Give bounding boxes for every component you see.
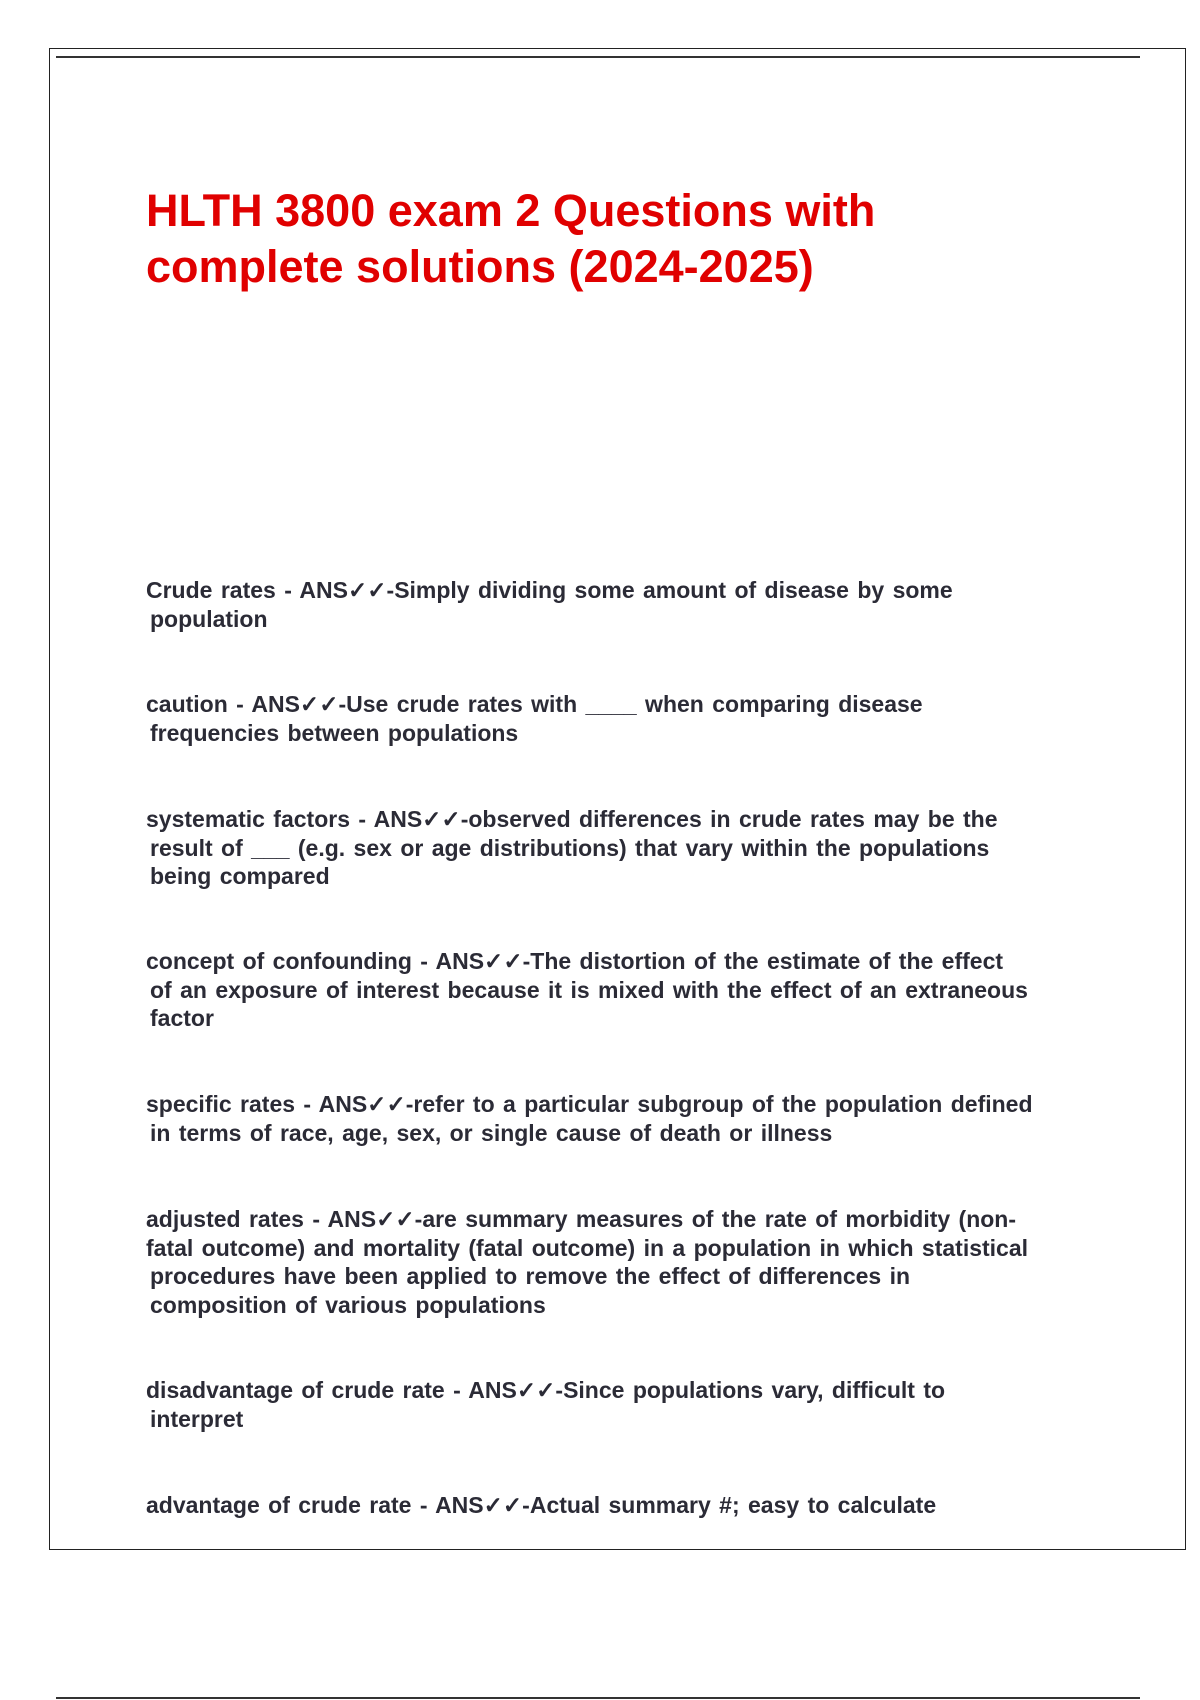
qa-definition-line: fatal outcome) and mortality (fatal outcome) in a population in which statistical [146, 1234, 1029, 1261]
qa-entry-concept-of-confounding: concept of confounding - ANS✓✓-The distortion of the estimate of the effect of an exposure of interest because it is mixed with the effect of an extraneous factor [146, 947, 1096, 1033]
qa-entry-crude-rates: Crude rates - ANS✓✓-Simply dividing some amount of disease by some population [146, 576, 1096, 633]
qa-entry-caution: caution - ANS✓✓-Use crude rates with ____ when comparing disease frequencies between populations [146, 690, 1096, 747]
qa-term: advantage of crude rate [146, 1492, 412, 1518]
qa-term: caution [146, 691, 228, 717]
qa-term: concept of confounding [146, 948, 412, 974]
qa-definition-line: being compared [150, 863, 330, 889]
qa-definition-line: result of ___ (e.g. sex or age distributions) that vary within the populations [150, 834, 990, 861]
ans-marker: ANS✓✓ [468, 1377, 556, 1403]
qa-definition-line: composition of various populations [150, 1291, 546, 1318]
qa-definition-line: in terms of race, age, sex, or single cause of death or illness [150, 1119, 833, 1146]
top-rule [56, 56, 1140, 58]
ans-marker: ANS✓✓ [251, 691, 339, 717]
qa-definition-line: interpret [150, 1405, 244, 1432]
document-title [146, 183, 1046, 295]
qa-definition-line: -The distortion of the estimate of the effect [522, 948, 1004, 974]
qa-term: systematic factors [146, 806, 350, 832]
ans-marker: ANS✓✓ [318, 1091, 406, 1117]
qa-term: disadvantage of crude rate [146, 1377, 445, 1403]
qa-definition-line: -Simply dividing some amount of disease by some [386, 577, 953, 603]
qa-entry-disadvantage-of-crude-rate: disadvantage of crude rate - ANS✓✓-Since populations vary, difficult to interpret [146, 1376, 1096, 1433]
qa-term: specific rates [146, 1091, 296, 1117]
ans-marker: ANS✓✓ [299, 577, 387, 603]
bottom-rule [56, 1697, 1140, 1699]
qa-term: Crude rates [146, 577, 276, 603]
title-line-1: HLTH 3800 exam 2 Questions with [146, 185, 876, 236]
qa-definition-line: -are summary measures of the rate of morbidity (non- [414, 1206, 1017, 1232]
ans-marker: ANS✓✓ [373, 806, 461, 832]
qa-definition-line: -refer to a particular subgroup of the population defined [405, 1091, 1033, 1117]
qa-entry-adjusted-rates: adjusted rates - ANS✓✓-are summary measures of the rate of morbidity (non- fatal outcome) and mortality (fatal outcome) in a population in which statistical procedures have been applied to remove the effect of differences in composition of various populations [146, 1205, 1096, 1319]
qa-definition-line: of an exposure of interest because it is mixed with the effect of an extraneous [150, 976, 1028, 1003]
qa-definition-line: population [150, 605, 268, 632]
ans-marker: ANS✓✓ [435, 948, 523, 974]
ans-marker: ANS✓✓ [435, 1492, 523, 1518]
qa-entry-systematic-factors: systematic factors - ANS✓✓-observed differences in crude rates may be the result of ___ (e.g. sex or age distributions) that vary within the populations being compared [146, 805, 1096, 891]
qa-entry-advantage-of-crude-rate: advantage of crude rate - ANS✓✓-Actual summary #; easy to calculate [146, 1492, 937, 1518]
qa-entry-specific-rates: specific rates - ANS✓✓-refer to a particular subgroup of the population defined in terms of race, age, sex, or single cause of death or illness [146, 1090, 1096, 1147]
qa-definition-line: -Use crude rates with ____ when comparing disease [338, 691, 923, 717]
qa-definition-line: -Since populations vary, difficult to [555, 1377, 946, 1403]
qa-definition-line: frequencies between populations [150, 719, 519, 746]
qa-definition-line: factor [150, 1005, 214, 1031]
qa-definition-line: procedures have been applied to remove the effect of differences in [150, 1263, 911, 1289]
qa-definition-line: -Actual summary #; easy to calculate [522, 1492, 937, 1518]
title-line-2: complete solutions (2024-2025) [146, 241, 814, 292]
ans-marker: ANS✓✓ [327, 1206, 415, 1232]
qa-term: adjusted rates [146, 1206, 304, 1232]
qa-definition-line: -observed differences in crude rates may be the [460, 806, 998, 832]
